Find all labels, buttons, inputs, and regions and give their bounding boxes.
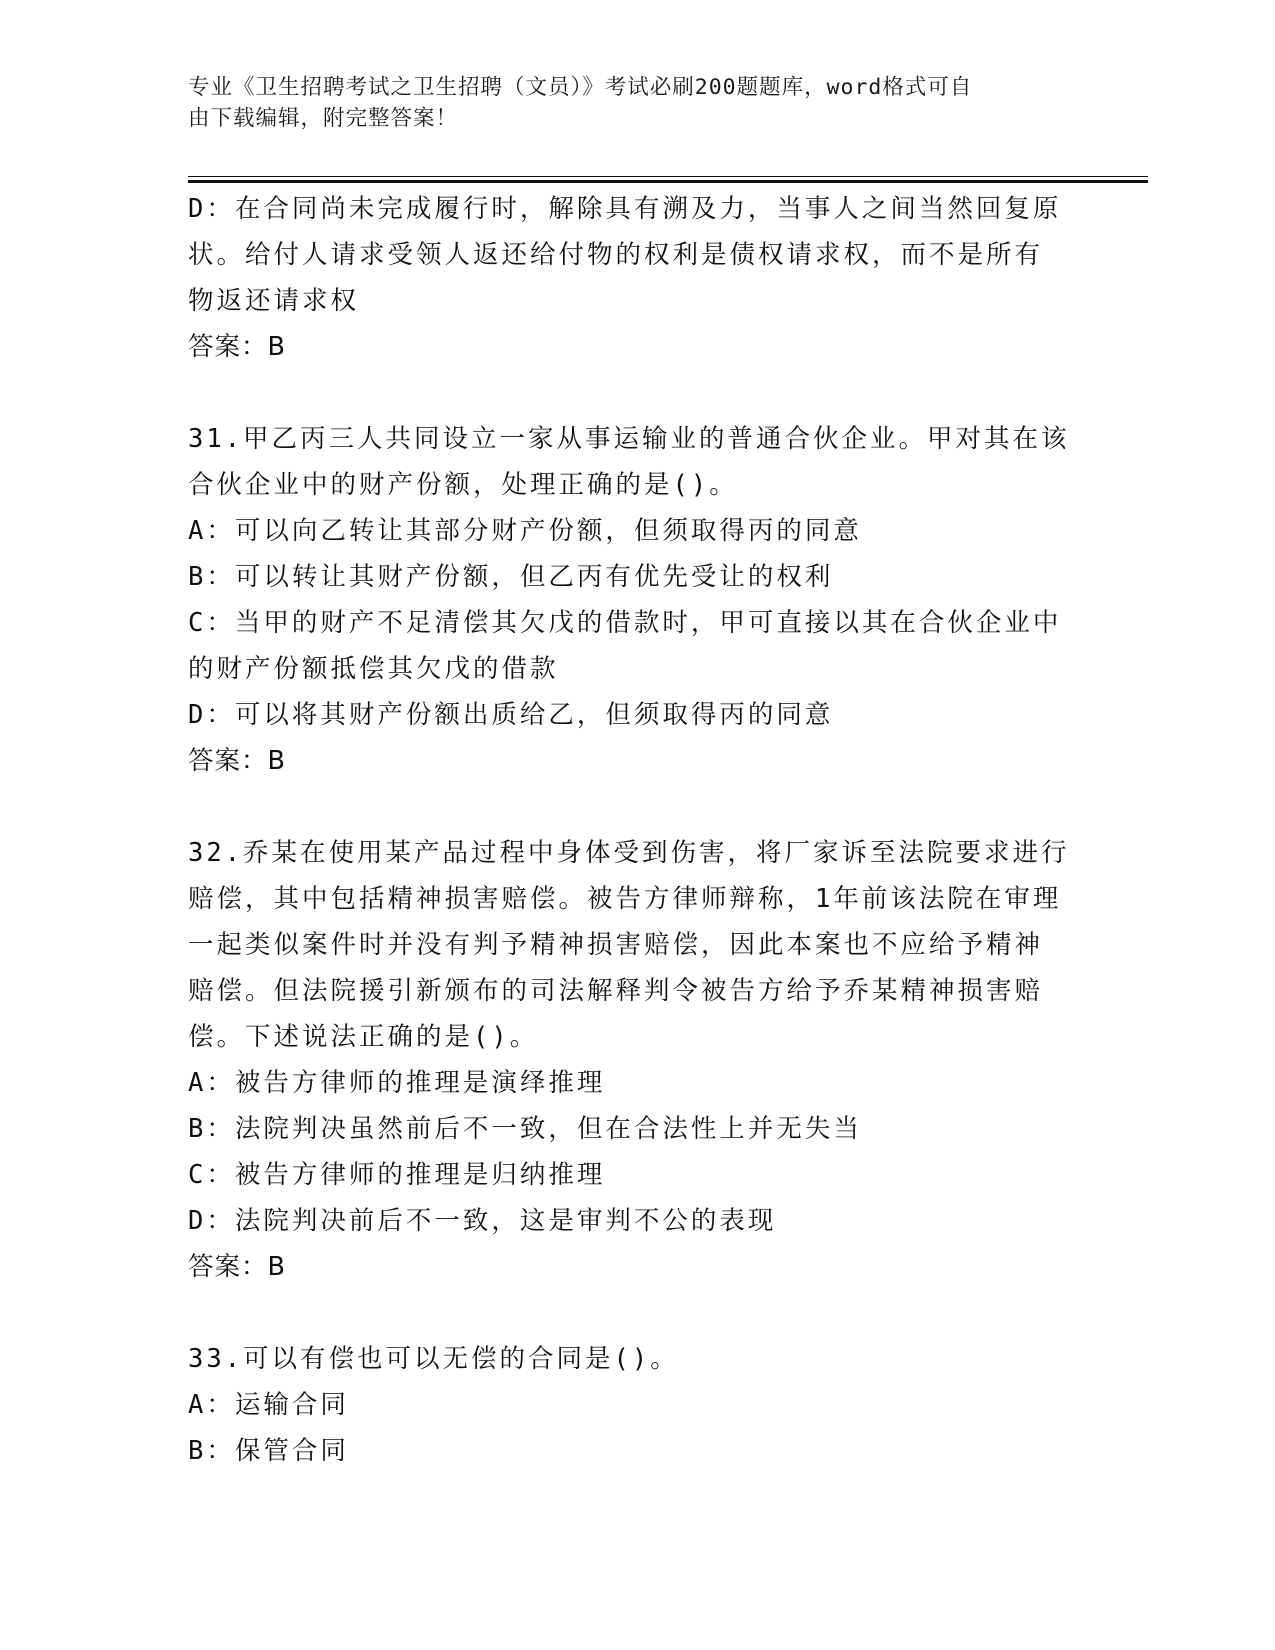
- question-stem-line-1: 31.甲乙丙三人共同设立一家从事运输业的普通合伙企业。甲对其在该: [188, 424, 1070, 454]
- document-header: [188, 72, 1068, 134]
- spacer: [188, 370, 1088, 416]
- question-block-32: [188, 830, 1088, 1290]
- option-b: B：可以转让其财产份额，但乙丙有优先受让的权利: [188, 562, 834, 592]
- option-d: D：可以将其财产份额出质给乙，但须取得丙的同意: [188, 700, 834, 730]
- answer-label: 答案：B: [188, 746, 286, 776]
- answer-label: 答案：B: [188, 1252, 286, 1282]
- option-c-line-2: 的财产份额抵偿其欠戊的借款: [188, 654, 559, 684]
- option-c: C：被告方律师的推理是归纳推理: [188, 1160, 606, 1190]
- question-block-33: [188, 1336, 1088, 1474]
- option-d-line-2: 状。给付人请求受领人返还给付物的权利是债权请求权，而不是所有: [188, 240, 1044, 270]
- option-a: A：可以向乙转让其部分财产份额，但须取得丙的同意: [188, 516, 862, 546]
- option-b: B：法院判决虽然前后不一致，但在合法性上并无失当: [188, 1114, 862, 1144]
- answer-label: 答案：B: [188, 332, 286, 362]
- question-stem-line-5: 偿。下述说法正确的是()。: [188, 1022, 539, 1052]
- question-stem-line-2: 赔偿，其中包括精神损害赔偿。被告方律师辩称，1年前该法院在审理: [188, 884, 1062, 914]
- question-block-31: [188, 416, 1088, 784]
- question-list: [188, 186, 1088, 1474]
- option-b: B：保管合同: [188, 1436, 349, 1466]
- header-divider-thin: [188, 176, 1148, 177]
- spacer: [188, 1290, 1088, 1336]
- option-a: A：被告方律师的推理是演绎推理: [188, 1068, 606, 1098]
- question-stem-line-4: 赔偿。但法院援引新颁布的司法解释判令被告方给予乔某精神损害赔: [188, 976, 1044, 1006]
- header-line-1: 专业《卫生招聘考试之卫生招聘（文员）》考试必刷200题题库，word格式可自: [188, 75, 973, 100]
- header-divider-thick: [188, 180, 1148, 183]
- option-d: D：法院判决前后不一致，这是审判不公的表现: [188, 1206, 777, 1236]
- question-stem-line-3: 一起类似案件时并没有判予精神损害赔偿，因此本案也不应给予精神: [188, 930, 1044, 960]
- spacer: [188, 784, 1088, 830]
- option-a: A：运输合同: [188, 1390, 349, 1420]
- question-stem-line-1: 33.可以有偿也可以无偿的合同是()。: [188, 1344, 679, 1374]
- question-stem-line-2: 合伙企业中的财产份额，处理正确的是()。: [188, 470, 738, 500]
- option-d-line-3: 物返还请求权: [188, 286, 360, 316]
- question-block-30: [188, 186, 1088, 370]
- question-stem-line-1: 32.乔某在使用某产品过程中身体受到伤害，将厂家诉至法院要求进行: [188, 838, 1070, 868]
- option-d-line-1: D：在合同尚未完成履行时，解除具有溯及力，当事人之间当然回复原: [188, 194, 1062, 224]
- header-line-2: 由下载编辑，附完整答案！: [188, 106, 459, 131]
- option-c-line-1: C：当甲的财产不足清偿其欠戊的借款时，甲可直接以其在合伙企业中: [188, 608, 1062, 638]
